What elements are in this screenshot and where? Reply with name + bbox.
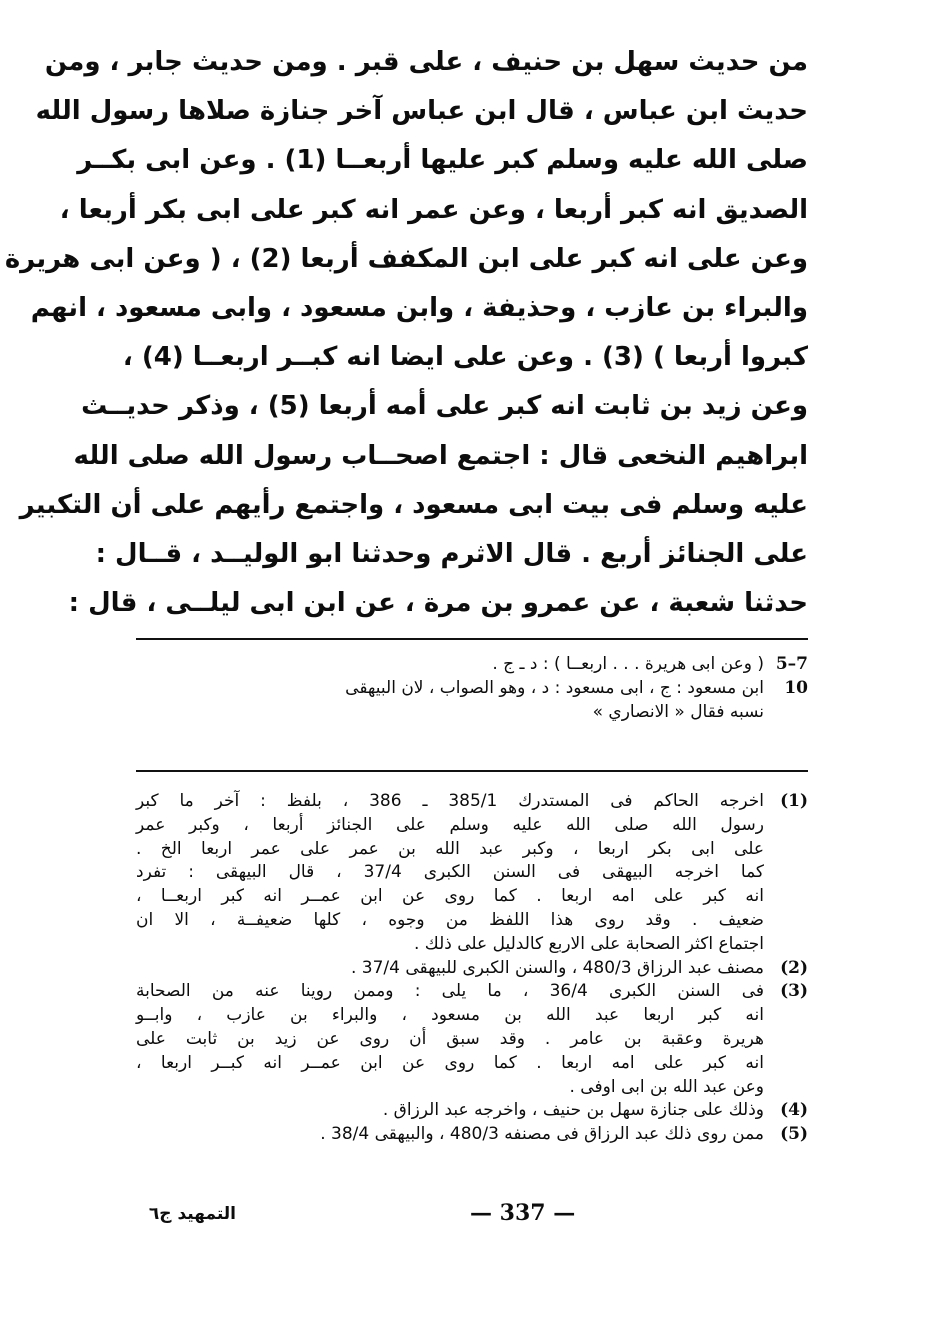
rule-middle [136, 770, 808, 772]
main-text-line: حدثنا شعبة ، عن عمرو بن مرة ، عن ابن ابى ليلــى ، قال : [68, 588, 808, 619]
footnote-line: ضعيف . وقد روى هذا اللفظ من وجوه ، كلها ضعيفــة ، الا ان [136, 909, 764, 930]
footnote-text [136, 1123, 764, 1147]
footnote-number: (1) [780, 791, 808, 811]
main-text-line: وعن على انه كبر على ابن المكفف أربعا (2) ، ( وعن ابى هريرة [4, 243, 808, 274]
footnote-line: مصنف عبد الرزاق 480/3 ، والسنن الكبرى للبيهقى 37/4 . [350, 957, 764, 978]
footnote-line: انه كبر على امه اربعا . كما روى عن ابن عمــر انه كبر اربعــا ، [136, 886, 764, 907]
main-text-line: الصديق انه كبر أربعا ، وعن عمر انه كبر على ابى بكر أربعا ، [59, 194, 808, 225]
main-text-line: حديث ابن عباس ، قال ابن عباس آخر جنازة صلاها رسول الله [35, 96, 808, 127]
footnote-line: كما اخرجه البيهقى فى السنن الكبرى 37/4 ، قال البيهقى : تفرد [136, 862, 764, 883]
footnote-line: على ابى بكر اربعا ، وكبر عبد الله بن عمر على عمر اربعا الخ . [136, 838, 764, 859]
variant-text: ابن مسعود : ج ، ابى مسعود : د ، وهو الصواب ، لان البيهقى [345, 678, 764, 698]
page-number: — 337 — [470, 1200, 576, 1226]
footnote-line: اخرجه الحاكم فى المستدرك 385/1 ـ 386 ، بلفظ : آخر ما كبر [136, 791, 765, 811]
footnote-line: انه كبر على امه اربعا . كما روى عن ابن عمــر انه كبــر اربعا ، [136, 1052, 764, 1073]
main-text-line: على الجنائز أربع . قال الاثرم وحدثنا ابو الوليــد ، قــال : [95, 539, 808, 570]
footnote [136, 957, 808, 981]
footnote [136, 790, 808, 957]
rule-top [136, 638, 808, 640]
footnote-number: (4) [780, 1100, 808, 1121]
footnote-number: (5) [780, 1124, 808, 1145]
footnote-text [136, 957, 764, 981]
variant-number: 10 [784, 678, 808, 698]
main-text-block [4, 38, 808, 628]
variant-row [136, 700, 808, 724]
footnotes-block [136, 790, 808, 1147]
main-text-line: والبراء بن عازب ، وحذيفة ، وابن مسعود ، وابى مسعود ، انهم [30, 293, 808, 324]
main-text-line: صلى الله عليه وسلم كبر عليها أربعــا (1) . وعن ابى بكــر [77, 145, 808, 176]
footnote-text [136, 1099, 764, 1123]
footnote-text [136, 980, 764, 1099]
footnote-number: (2) [780, 957, 808, 978]
main-text-line: عليه وسلم فى بيت ابى مسعود ، واجتمع رأيهم على أن التكبير [19, 489, 808, 520]
main-text-line: ابراهيم النخعى قال : اجتمع اصحــاب رسول الله صلى الله [73, 440, 808, 471]
footnote-line: وعن عبد الله بن ابى اوفى . [569, 1076, 764, 1097]
footnote-line: رسول الله صلى الله عليه وسلم على الجنائز أربعا ، وكبر عمر [136, 814, 764, 835]
footnote [136, 1123, 808, 1147]
footnote-line: فى السنن الكبرى 36/4 ، ما يلى : وممن روينا عنه من الصحابة [136, 981, 764, 1002]
footnote-line: هريرة وعقبة بن عامر . وقد سبق أن روى عن زيد بن ثابت على [136, 1028, 764, 1049]
footnote-line: اجتماع اكثر الصحابة على الاربع كالدليل على ذلك . [413, 933, 764, 954]
variant-number: 7–5 [775, 654, 808, 674]
variant-text: نسبه فقال « الانصاري » [592, 702, 764, 722]
footnote [136, 1099, 808, 1123]
footnote-line: ممن روى ذلك عبد الرزاق فى مصنفه 480/3 ، والبيهقى 38/4 . [320, 1124, 764, 1145]
page-footer [0, 1200, 926, 1240]
footnote-number: (3) [780, 981, 808, 1002]
main-text-line: وعن زيد بن ثابت انه كبر على أمه أربعا (5) ، وذكر حديــث [81, 391, 808, 422]
variant-row [136, 652, 808, 676]
variant-number [764, 700, 808, 724]
main-text-line: كبروا أربعا ) (3) . وعن على ايضا انه كبــر اربعــا (4) ، [122, 342, 808, 373]
main-text-line: من حديث سهل بن حنيف ، على قبر . ومن حديث جابر ، ومن [44, 47, 808, 77]
variant-row [136, 676, 808, 700]
variant-text: ( وعن ابى هريرة . . . اربعــا ) : د ـ ج . [492, 654, 764, 674]
footnote [136, 980, 808, 1099]
footnote-line: انه كبر اربعا عبد الله بن مسعود ، والبراء بن عازب ، وابــو [136, 1005, 764, 1026]
footnote-line: وذلك على جنازة سهل بن حنيف ، واخرجه عبد الرزاق . [382, 1100, 764, 1121]
footnote-text [136, 790, 764, 957]
book-reference: التمهيد ج٦ [148, 1204, 236, 1224]
variant-notes [136, 652, 808, 724]
